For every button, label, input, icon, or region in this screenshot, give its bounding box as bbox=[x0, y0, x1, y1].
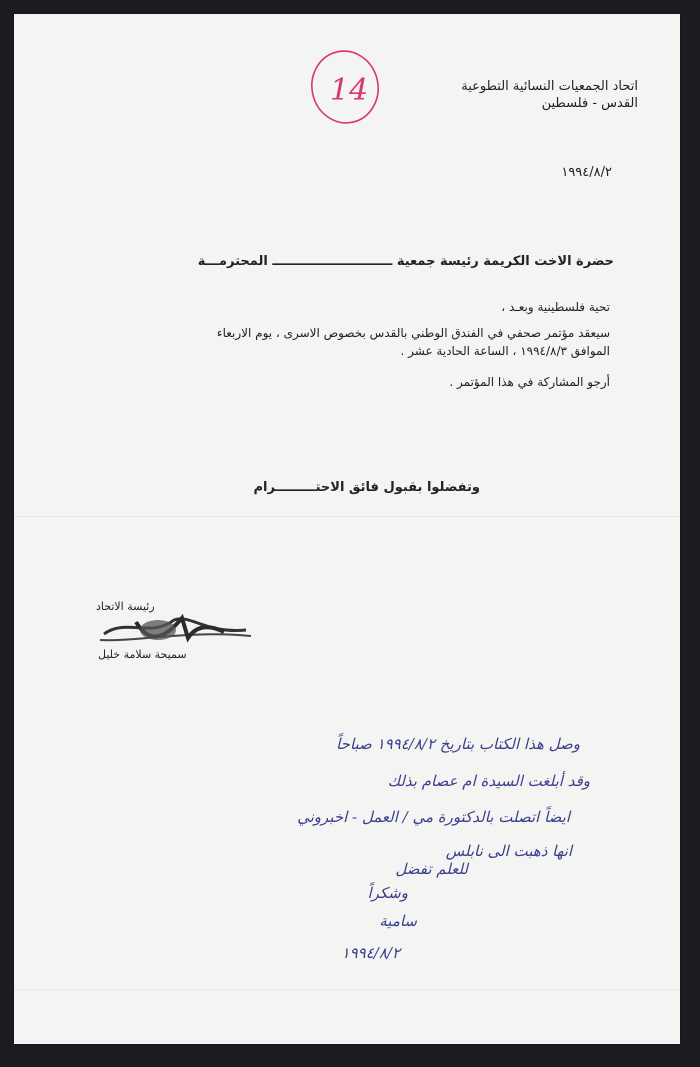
body-line: الموافق ١٩٩٤/٨/٣ ، الساعة الحادية عشر . bbox=[400, 344, 610, 358]
handwritten-note-signature: سامية bbox=[379, 912, 417, 930]
closing-line: وتفضلوا بقبول فائق الاحتـــــــــرام bbox=[253, 480, 480, 495]
handwritten-note-line: وصل هذا الكتاب بتاريخ ١٩٩٤/٨/٢ صباحاً bbox=[336, 735, 580, 753]
handwritten-note-line: للعلم تفضل bbox=[395, 860, 468, 878]
archive-number-stamp bbox=[300, 44, 390, 130]
body-request: أرجو المشاركة في هذا المؤتمر . bbox=[449, 375, 610, 389]
archive-number: 14 bbox=[330, 73, 369, 108]
greeting: تحية فلسطينية وبعـد ، bbox=[501, 300, 610, 314]
handwritten-signature bbox=[96, 612, 254, 650]
org-name: اتحاد الجمعيات النسائية التطوعية bbox=[461, 79, 638, 94]
signatory-name: سميحة سلامة خليل bbox=[98, 648, 187, 661]
handwritten-note-line: وقد أبلغت السيدة ام عصام بذلك bbox=[387, 772, 590, 790]
letter-body bbox=[217, 324, 610, 360]
signature-title: رئيسة الاتحاد bbox=[96, 600, 155, 613]
handwritten-note-line: وشكراً bbox=[367, 884, 408, 902]
fold-line bbox=[14, 989, 680, 990]
handwritten-note-line: ايضاً اتصلت بالدكتورة مي / العمل - اخبروني bbox=[297, 808, 570, 826]
org-location: القدس - فلسطين bbox=[541, 96, 638, 111]
addressee-line: حضرة الاخت الكريمة رئيسة جمعية ـــــــــــــــــــــــــــ المحترمـــة bbox=[197, 254, 614, 269]
fold-line bbox=[14, 516, 680, 517]
handwritten-note-date: ١٩٩٤/٨/٢ bbox=[341, 944, 400, 962]
handwritten-note-line: انها ذهبت الى نابلس bbox=[445, 842, 572, 860]
organization-header bbox=[461, 78, 638, 112]
body-line: سيعقد مؤتمر صحفي في الفندق الوطني بالقدس بخصوص الاسرى ، يوم الاربعاء bbox=[216, 326, 610, 340]
letter-date: ١٩٩٤/٨/٢ bbox=[561, 165, 612, 180]
